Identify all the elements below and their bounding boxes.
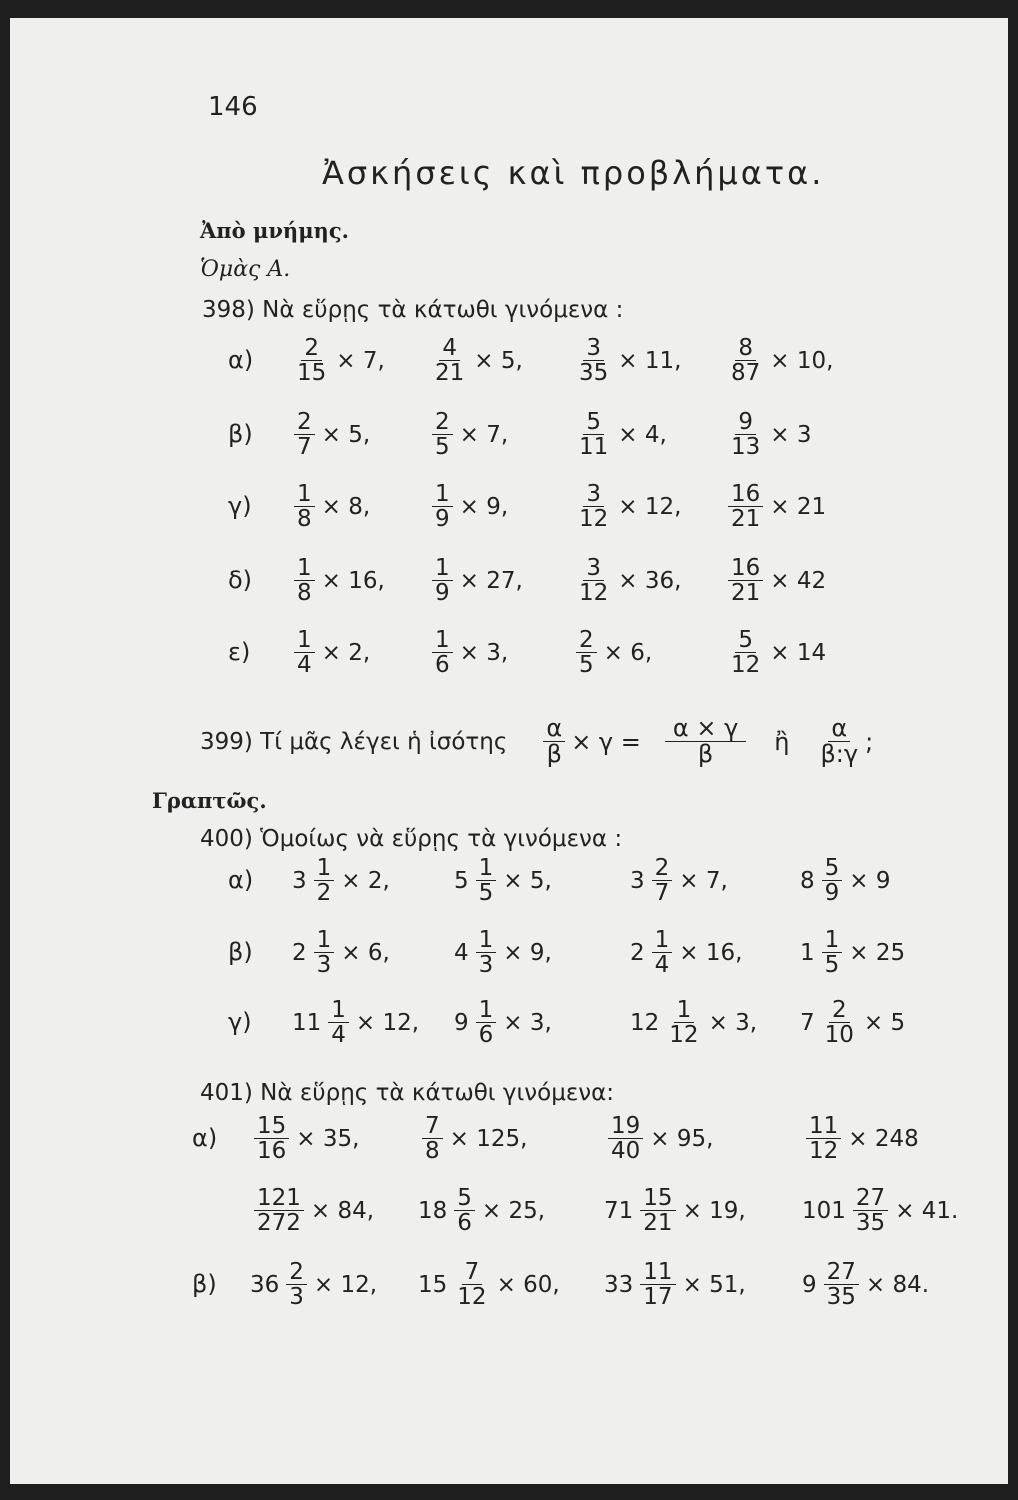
fraction-denominator: 9 xyxy=(435,506,450,533)
fraction xyxy=(640,1186,675,1235)
fraction-denominator: 12 xyxy=(731,652,761,679)
product-term xyxy=(572,628,652,677)
multiplier: × 9, xyxy=(503,939,552,966)
fraction xyxy=(822,928,843,977)
fraction xyxy=(294,482,315,531)
product-term xyxy=(292,856,390,905)
fraction-denominator: 6 xyxy=(478,1022,494,1049)
row-label: γ) xyxy=(228,1008,252,1036)
multiplier: × 9, xyxy=(459,493,509,520)
mixed-whole: 3 xyxy=(630,867,645,894)
product-term xyxy=(428,556,523,605)
fraction xyxy=(576,410,611,459)
fraction-numerator: 2 xyxy=(294,410,315,435)
fraction-numerator: 2 xyxy=(829,998,850,1023)
multiplier: × 12, xyxy=(355,1009,420,1036)
multiplier: × 5, xyxy=(321,421,371,448)
fraction-numerator: 1 xyxy=(476,856,497,881)
fraction-numerator: α × γ xyxy=(665,716,746,742)
fraction-numerator: 19 xyxy=(608,1114,643,1139)
fraction-numerator: 1 xyxy=(822,928,843,953)
multiplier: × 84. xyxy=(865,1271,930,1298)
ex399-or: ἢ xyxy=(774,727,790,756)
fraction-numerator: 1 xyxy=(432,628,453,653)
multiplier: × 27, xyxy=(459,567,523,594)
fraction-numerator: α xyxy=(543,716,565,742)
fraction xyxy=(666,998,701,1047)
fraction-numerator: 27 xyxy=(853,1186,888,1211)
multiplier: × 14 xyxy=(770,639,827,666)
product-term xyxy=(724,556,826,605)
mixed-whole: 4 xyxy=(454,939,469,966)
fraction-denominator: 9 xyxy=(435,580,450,607)
multiplier: × 4, xyxy=(618,421,667,448)
fraction-numerator: 11 xyxy=(806,1114,841,1139)
multiplier: × 125, xyxy=(449,1125,528,1152)
mixed-whole: 7 xyxy=(800,1009,815,1036)
fraction xyxy=(576,336,611,385)
fraction-denominator: 4 xyxy=(654,952,670,979)
product-term xyxy=(630,998,757,1047)
fraction xyxy=(576,628,597,677)
fraction-denominator: 8 xyxy=(297,506,312,533)
fraction-numerator: 5 xyxy=(822,856,843,881)
row-label: ε) xyxy=(228,638,251,666)
fraction xyxy=(432,556,453,605)
product-term xyxy=(724,482,826,531)
multiplier: × 248 xyxy=(848,1125,919,1152)
product-term xyxy=(724,628,826,677)
multiplier: × 3, xyxy=(708,1009,758,1036)
fraction xyxy=(286,1260,307,1309)
product-term xyxy=(630,856,728,905)
product-term xyxy=(292,998,419,1047)
mixed-whole: 101 xyxy=(802,1197,846,1224)
fraction-numerator: 1 xyxy=(652,928,673,953)
page-number: 146 xyxy=(208,92,258,122)
fraction-numerator: 16 xyxy=(728,556,763,581)
product-term xyxy=(290,628,370,677)
fraction xyxy=(314,928,335,977)
fraction-denominator: 16 xyxy=(257,1138,287,1165)
product-term xyxy=(630,928,742,977)
fraction-denominator: 12 xyxy=(579,580,609,607)
product-term xyxy=(250,1186,374,1235)
mixed-whole: 8 xyxy=(800,867,815,894)
fraction-denominator: 6 xyxy=(457,1210,472,1237)
product-term xyxy=(572,482,681,531)
product-term xyxy=(290,336,385,385)
multiplier: × 16, xyxy=(679,939,743,966)
multiplier: × 19, xyxy=(682,1197,746,1224)
product-term xyxy=(572,336,681,385)
mixed-whole: 12 xyxy=(630,1009,660,1036)
row-label: α) xyxy=(228,346,254,374)
fraction xyxy=(476,856,497,905)
multiplier: × 6, xyxy=(603,639,653,666)
fraction xyxy=(294,336,329,385)
fraction-numerator: 8 xyxy=(735,336,756,361)
fraction-numerator: 2 xyxy=(432,410,453,435)
fraction xyxy=(432,410,453,459)
mixed-whole: 2 xyxy=(292,939,307,966)
row-label: α) xyxy=(228,866,254,894)
section-written: Γραπτῶς. xyxy=(152,788,267,813)
product-term xyxy=(250,1114,359,1163)
fraction xyxy=(652,928,673,977)
multiplier: × 5, xyxy=(503,867,552,894)
multiplier: × 7, xyxy=(679,867,728,894)
multiplier: × 21 xyxy=(770,493,827,520)
product-term xyxy=(800,928,905,977)
product-term xyxy=(292,928,390,977)
product-term xyxy=(724,336,833,385)
mixed-whole: 2 xyxy=(630,939,645,966)
product-term xyxy=(418,1114,527,1163)
fraction-numerator: 1 xyxy=(314,928,335,953)
fraction-denominator: 21 xyxy=(731,506,761,533)
mixed-whole: 1 xyxy=(800,939,815,966)
fraction-denominator: 12 xyxy=(809,1138,839,1165)
fraction xyxy=(822,856,843,905)
ex399-text: 399) Τί μᾶς λέγει ἡ ἰσότης xyxy=(200,728,508,755)
product-term xyxy=(604,1114,713,1163)
fraction-denominator: 40 xyxy=(611,1138,641,1165)
row-label: α) xyxy=(192,1124,218,1152)
fraction-denominator: 9 xyxy=(824,880,840,907)
fraction-denominator: 12 xyxy=(669,1022,699,1049)
row-label: β) xyxy=(192,1270,217,1298)
multiplier: × 9 xyxy=(849,867,891,894)
fraction xyxy=(728,482,763,531)
mixed-whole: 36 xyxy=(250,1271,280,1298)
fraction-numerator: 5 xyxy=(583,410,604,435)
mixed-whole: 11 xyxy=(292,1009,322,1036)
ex398-heading: 398) Νὰ εὕρῃς τὰ κάτωθι γινόμενα : xyxy=(202,297,624,323)
multiplier: × 6, xyxy=(341,939,390,966)
fraction-numerator: 2 xyxy=(652,856,673,881)
fraction-denominator: 35 xyxy=(579,360,609,387)
product-term xyxy=(454,998,552,1047)
fraction-denominator: 4 xyxy=(331,1022,346,1049)
product-term xyxy=(418,1186,545,1235)
fraction-denominator: 272 xyxy=(257,1210,301,1237)
ex401-heading: 401) Νὰ εὕρῃς τὰ κάτωθι γινόμενα: xyxy=(200,1080,615,1106)
product-term xyxy=(724,410,812,459)
mixed-whole: 3 xyxy=(292,867,307,894)
multiplier: × 42 xyxy=(770,567,827,594)
fraction-numerator: 9 xyxy=(735,410,756,435)
mixed-whole: 9 xyxy=(454,1009,469,1036)
chapter-title: Ἀσκήσεις καὶ προβλήματα. xyxy=(322,154,825,192)
fraction-denominator: 15 xyxy=(297,360,327,387)
product-term xyxy=(428,628,508,677)
group-a: Ὁμὰς Α. xyxy=(200,257,291,282)
fraction-numerator: 3 xyxy=(583,482,604,507)
multiplier: × 5 xyxy=(863,1009,906,1036)
fraction-numerator: 1 xyxy=(328,998,349,1023)
fraction xyxy=(432,628,453,677)
fraction xyxy=(454,1186,475,1235)
fraction-numerator: 5 xyxy=(735,628,756,653)
fraction xyxy=(853,1186,888,1235)
fraction xyxy=(476,928,497,977)
product-term xyxy=(802,1114,919,1163)
fraction xyxy=(422,1114,443,1163)
fraction-denominator: 4 xyxy=(297,652,312,679)
fraction xyxy=(728,336,763,385)
fraction-denominator: 87 xyxy=(731,360,761,387)
multiplier: × 12, xyxy=(618,493,682,520)
product-term xyxy=(454,928,552,977)
fraction xyxy=(314,856,335,905)
multiplier: × 7, xyxy=(459,421,509,448)
fraction-numerator: 1 xyxy=(432,482,453,507)
fraction-alpha-gamma-over-beta xyxy=(665,716,746,767)
fraction-denominator: 8 xyxy=(297,580,312,607)
row-label: β) xyxy=(228,420,253,448)
fraction-numerator: 1 xyxy=(294,482,315,507)
fraction-numerator: 3 xyxy=(583,556,604,581)
fraction-numerator: 11 xyxy=(640,1260,675,1285)
fraction-numerator: 2 xyxy=(576,628,597,653)
multiplier: × 2, xyxy=(341,867,390,894)
fraction-denominator: 5 xyxy=(478,880,494,907)
multiplier: × 16, xyxy=(321,567,385,594)
product-term xyxy=(428,336,523,385)
product-term xyxy=(290,410,370,459)
fraction-numerator: 121 xyxy=(254,1186,304,1211)
fraction-numerator: 4 xyxy=(439,336,460,361)
fraction xyxy=(294,628,315,677)
multiplier: × 7, xyxy=(336,347,385,374)
fraction-denominator: 8 xyxy=(425,1138,440,1165)
row-label: β) xyxy=(228,938,253,966)
multiplier: × 12, xyxy=(313,1271,378,1298)
product-term xyxy=(802,1260,929,1309)
fraction-numerator: 2 xyxy=(301,336,322,361)
multiplier: × 3, xyxy=(503,1009,552,1036)
fraction xyxy=(652,856,673,905)
multiplier: × 25 xyxy=(849,939,906,966)
ex399-question-mark: ; xyxy=(865,727,874,756)
fraction-denominator: 12 xyxy=(457,1284,487,1311)
fraction-numerator: 16 xyxy=(728,482,763,507)
fraction xyxy=(728,556,763,605)
product-term xyxy=(290,482,370,531)
fraction-numerator: 1 xyxy=(476,928,497,953)
fraction-denominator: 3 xyxy=(478,952,494,979)
fraction xyxy=(432,336,467,385)
fraction xyxy=(640,1260,675,1309)
ex399-times-gamma: × γ = xyxy=(571,727,641,756)
product-term xyxy=(428,482,508,531)
fraction-denominator: 7 xyxy=(654,880,670,907)
fraction xyxy=(728,628,763,677)
fraction-denominator: 11 xyxy=(579,434,609,461)
fraction xyxy=(432,482,453,531)
mixed-whole: 9 xyxy=(802,1271,817,1298)
fraction xyxy=(576,482,611,531)
fraction-numerator: 7 xyxy=(462,1260,483,1285)
fraction xyxy=(608,1114,643,1163)
multiplier: × 3, xyxy=(459,639,509,666)
fraction-numerator: 1 xyxy=(432,556,453,581)
fraction-denominator: 6 xyxy=(435,652,450,679)
product-term xyxy=(802,1186,958,1235)
fraction xyxy=(576,556,611,605)
mixed-whole: 15 xyxy=(418,1271,448,1298)
fraction-denominator: 10 xyxy=(824,1022,854,1049)
fraction-denominator: 12 xyxy=(579,506,609,533)
fraction-numerator: 1 xyxy=(674,998,695,1023)
fraction xyxy=(454,1260,489,1309)
fraction-denominator: 17 xyxy=(643,1284,673,1311)
fraction-denominator: 35 xyxy=(855,1210,886,1237)
fraction-numerator: 27 xyxy=(824,1260,859,1285)
book-page xyxy=(10,18,1008,1484)
fraction-denominator: β:γ xyxy=(820,740,859,769)
fraction xyxy=(476,998,497,1047)
fraction xyxy=(254,1114,289,1163)
multiplier: × 35, xyxy=(296,1125,360,1152)
mixed-whole: 71 xyxy=(604,1197,634,1224)
mixed-whole: 5 xyxy=(454,867,469,894)
fraction xyxy=(822,998,857,1047)
fraction xyxy=(728,410,763,459)
row-label: γ) xyxy=(228,492,252,520)
fraction-numerator: 7 xyxy=(422,1114,443,1139)
fraction-numerator: 15 xyxy=(254,1114,289,1139)
ex400-heading: 400) Ὁμοίως νὰ εὕρῃς τὰ γινόμενα : xyxy=(200,826,623,852)
product-term xyxy=(572,410,667,459)
fraction-denominator: β xyxy=(697,740,714,769)
fraction-denominator: β xyxy=(546,740,562,769)
fraction-denominator: 21 xyxy=(435,360,465,387)
multiplier: × 36, xyxy=(618,567,682,594)
multiplier: × 8, xyxy=(321,493,371,520)
product-term xyxy=(454,856,552,905)
multiplier: × 2, xyxy=(321,639,371,666)
multiplier: × 3 xyxy=(770,421,812,448)
fraction-alpha-over-beta-div-gamma xyxy=(817,716,861,767)
product-term xyxy=(250,1260,377,1309)
fraction-numerator: 2 xyxy=(286,1260,307,1285)
multiplier: × 5, xyxy=(474,347,523,374)
fraction-numerator: 1 xyxy=(314,856,335,881)
fraction-denominator: 13 xyxy=(731,434,761,461)
fraction-denominator: 7 xyxy=(297,434,312,461)
fraction-numerator: α xyxy=(828,716,850,742)
fraction-denominator: 3 xyxy=(316,952,332,979)
fraction-numerator: 1 xyxy=(476,998,497,1023)
fraction-alpha-over-beta xyxy=(543,716,565,767)
fraction xyxy=(294,556,315,605)
fraction xyxy=(328,998,349,1047)
row-label: δ) xyxy=(228,566,253,594)
fraction-denominator: 21 xyxy=(643,1210,673,1237)
section-oral: Ἀπὸ μνήμης. xyxy=(200,218,349,243)
product-term xyxy=(572,556,681,605)
fraction-denominator: 5 xyxy=(435,434,450,461)
fraction xyxy=(806,1114,841,1163)
product-term xyxy=(604,1260,746,1309)
product-term xyxy=(604,1186,746,1235)
fraction-numerator: 5 xyxy=(454,1186,475,1211)
multiplier: × 10, xyxy=(770,347,834,374)
multiplier: × 51, xyxy=(682,1271,746,1298)
fraction-denominator: 5 xyxy=(824,952,840,979)
fraction xyxy=(824,1260,859,1309)
fraction-denominator: 21 xyxy=(731,580,761,607)
fraction-denominator: 5 xyxy=(579,652,594,679)
ex399-line xyxy=(200,716,873,767)
fraction-numerator: 3 xyxy=(583,336,604,361)
fraction-numerator: 1 xyxy=(294,556,315,581)
mixed-whole: 33 xyxy=(604,1271,634,1298)
fraction-denominator: 3 xyxy=(289,1284,304,1311)
fraction xyxy=(294,410,315,459)
fraction-numerator: 15 xyxy=(640,1186,675,1211)
multiplier: × 25, xyxy=(481,1197,546,1224)
product-term xyxy=(428,410,508,459)
fraction-denominator: 2 xyxy=(316,880,332,907)
multiplier: × 60, xyxy=(496,1271,560,1298)
multiplier: × 41. xyxy=(895,1197,959,1224)
mixed-whole: 18 xyxy=(418,1197,448,1224)
product-term xyxy=(800,998,905,1047)
multiplier: × 84, xyxy=(310,1197,375,1224)
product-term xyxy=(800,856,891,905)
fraction-denominator: 35 xyxy=(826,1284,856,1311)
fraction-numerator: 1 xyxy=(294,628,315,653)
product-term xyxy=(418,1260,560,1309)
product-term xyxy=(290,556,385,605)
multiplier: × 11, xyxy=(618,347,682,374)
fraction xyxy=(254,1186,304,1235)
multiplier: × 95, xyxy=(650,1125,714,1152)
